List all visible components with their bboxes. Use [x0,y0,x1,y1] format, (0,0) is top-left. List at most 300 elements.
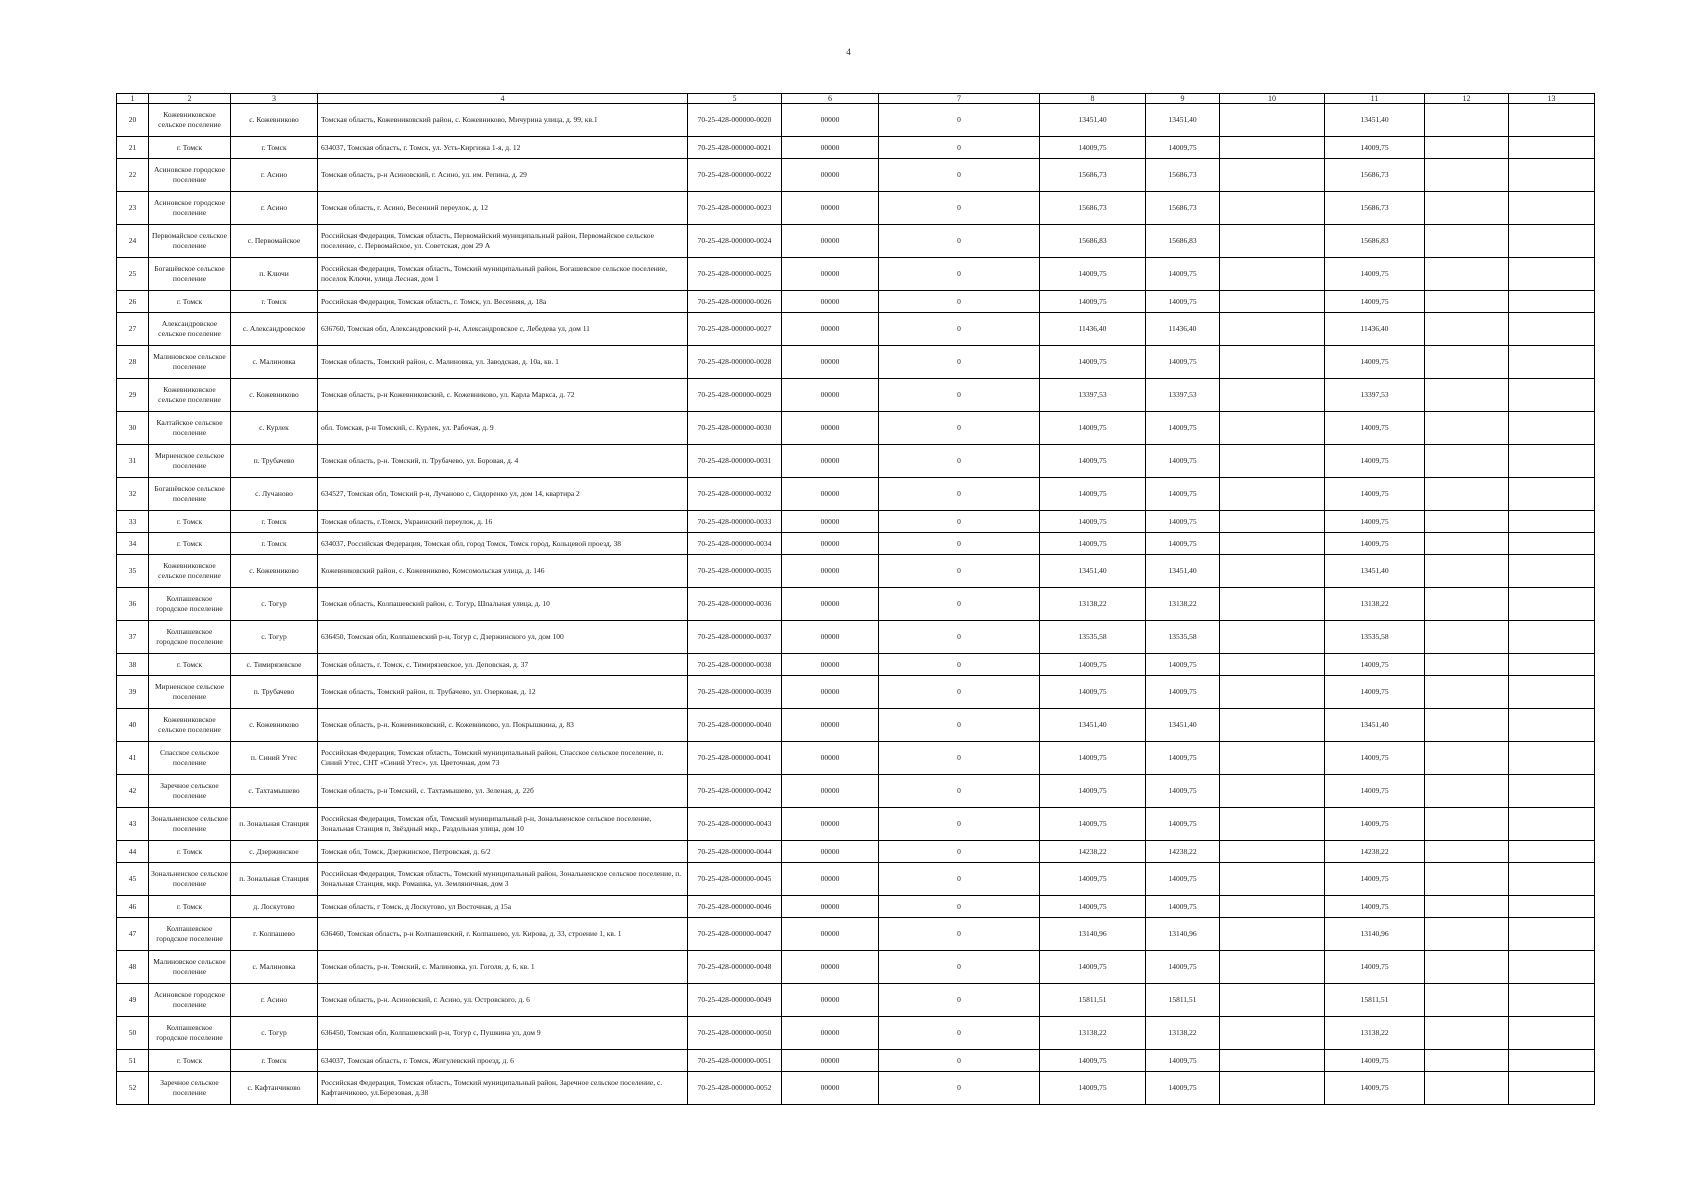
col6-cell: 00000 [782,896,879,918]
col8-cell: 13451,40 [1040,555,1146,588]
locality-cell: с. Малиновка [231,951,318,984]
locality-cell: с. Дзержинское [231,841,318,863]
row-number-cell: 44 [117,841,149,863]
locality-cell: с. Кожевниково [231,709,318,742]
col8-cell: 14009,75 [1040,775,1146,808]
address-cell: Томская область, Кожевниковский район, с. Кожевниково, Мичурина улица, д. 99, кв.1 [318,104,688,137]
col6-cell: 00000 [782,225,879,258]
col13-cell [1509,104,1595,137]
col12-cell [1425,808,1509,841]
col13-cell [1509,445,1595,478]
col11-cell: 14009,75 [1325,742,1425,775]
row-number-cell: 50 [117,1017,149,1050]
col6-cell: 00000 [782,654,879,676]
col6-cell: 00000 [782,258,879,291]
settlement-cell: г. Томск [149,1050,231,1072]
col11-cell: 14009,75 [1325,511,1425,533]
col10-cell [1220,137,1325,159]
row-number-cell: 34 [117,533,149,555]
code-cell: 70-25-428-000000-0029 [688,379,782,412]
table-row [117,555,1595,588]
settlement-cell: Заречное сельское поселение [149,775,231,808]
col9-cell: 14009,75 [1146,742,1220,775]
col10-cell [1220,654,1325,676]
col11-cell: 14238,22 [1325,841,1425,863]
col7-cell: 0 [879,104,1040,137]
address-cell: 636760, Томская обл, Александровский р-н, Александровское с, Лебедева ул, дом 11 [318,313,688,346]
settlement-cell: Зональненское сельское поселение [149,808,231,841]
col12-cell [1425,445,1509,478]
address-cell: обл. Томская, р-н Томский, с. Курлек, ул. Рабочая, д. 9 [318,412,688,445]
col10-cell [1220,709,1325,742]
col13-cell [1509,984,1595,1017]
locality-cell: с. Лучаново [231,478,318,511]
table-row [117,511,1595,533]
col10-cell [1220,225,1325,258]
table-row [117,313,1595,346]
address-cell: Томская область, р-н. Кожевниковский, с. Кожевниково, ул. Покрышкина, д. 83 [318,709,688,742]
col8-cell: 14009,75 [1040,863,1146,896]
settlement-cell: Калтайское сельское поселение [149,412,231,445]
col6-cell: 00000 [782,533,879,555]
col6-cell: 00000 [782,104,879,137]
table-row [117,742,1595,775]
col12-cell [1425,533,1509,555]
col13-cell [1509,951,1595,984]
table-row [117,104,1595,137]
settlement-cell: Колпашевское городское поселение [149,621,231,654]
col9-cell: 11436,40 [1146,313,1220,346]
col9-cell: 15686,73 [1146,159,1220,192]
col6-cell: 00000 [782,346,879,379]
col11-cell: 13140,96 [1325,918,1425,951]
col8-cell: 14238,22 [1040,841,1146,863]
col11-cell: 14009,75 [1325,533,1425,555]
settlement-cell: г. Томск [149,841,231,863]
code-cell: 70-25-428-000000-0037 [688,621,782,654]
table-row [117,445,1595,478]
col6-cell: 00000 [782,137,879,159]
col6-cell: 00000 [782,742,879,775]
col8-cell: 13140,96 [1040,918,1146,951]
table-row [117,346,1595,379]
address-cell: 636450, Томская обл, Колпашевский р-н, Тогур с, Дзержинского ул, дом 100 [318,621,688,654]
col12-cell [1425,621,1509,654]
row-number-cell: 52 [117,1072,149,1105]
col6-cell: 00000 [782,808,879,841]
code-cell: 70-25-428-000000-0021 [688,137,782,159]
col11-cell: 13451,40 [1325,709,1425,742]
col13-cell [1509,346,1595,379]
settlement-cell: Малиновское сельское поселение [149,346,231,379]
col9-cell: 14009,75 [1146,676,1220,709]
locality-cell: п. Синий Утес [231,742,318,775]
col7-cell: 0 [879,1072,1040,1105]
col6-cell: 00000 [782,511,879,533]
col10-cell [1220,412,1325,445]
row-number-cell: 24 [117,225,149,258]
col9-cell: 15811,51 [1146,984,1220,1017]
settlement-cell: Заречное сельское поселение [149,1072,231,1105]
col11-cell: 11436,40 [1325,313,1425,346]
col9-cell: 14009,75 [1146,478,1220,511]
col12-cell [1425,1017,1509,1050]
col13-cell [1509,621,1595,654]
row-number-cell: 38 [117,654,149,676]
row-number-cell: 43 [117,808,149,841]
table-row [117,1072,1595,1105]
table-row [117,841,1595,863]
locality-cell: с. Курлек [231,412,318,445]
col9-cell: 13138,22 [1146,588,1220,621]
col8-cell: 11436,40 [1040,313,1146,346]
row-number-cell: 39 [117,676,149,709]
col11-cell: 13138,22 [1325,588,1425,621]
column-header: 5 [688,94,782,104]
col6-cell: 00000 [782,676,879,709]
row-number-cell: 29 [117,379,149,412]
code-cell: 70-25-428-000000-0032 [688,478,782,511]
col7-cell: 0 [879,621,1040,654]
col10-cell [1220,258,1325,291]
col13-cell [1509,192,1595,225]
col9-cell: 14238,22 [1146,841,1220,863]
settlement-cell: Колпашевское городское поселение [149,1017,231,1050]
col7-cell: 0 [879,225,1040,258]
col10-cell [1220,588,1325,621]
col10-cell [1220,621,1325,654]
col7-cell: 0 [879,555,1040,588]
col8-cell: 13138,22 [1040,1017,1146,1050]
col8-cell: 15686,73 [1040,159,1146,192]
col11-cell: 15686,73 [1325,192,1425,225]
col9-cell: 15686,83 [1146,225,1220,258]
col12-cell [1425,1072,1509,1105]
col10-cell [1220,192,1325,225]
col6-cell: 00000 [782,313,879,346]
registry-table [116,93,1595,1105]
locality-cell: г. Томск [231,137,318,159]
code-cell: 70-25-428-000000-0020 [688,104,782,137]
table-row [117,1050,1595,1072]
col10-cell [1220,104,1325,137]
row-number-cell: 26 [117,291,149,313]
row-number-cell: 47 [117,918,149,951]
col12-cell [1425,379,1509,412]
col8-cell: 13535,58 [1040,621,1146,654]
col7-cell: 0 [879,258,1040,291]
col8-cell: 14009,75 [1040,478,1146,511]
column-header: 12 [1425,94,1509,104]
col8-cell: 14009,75 [1040,676,1146,709]
col10-cell [1220,159,1325,192]
table-row [117,412,1595,445]
locality-cell: с. Тогур [231,588,318,621]
col11-cell: 14009,75 [1325,808,1425,841]
col8-cell: 13451,40 [1040,709,1146,742]
col6-cell: 00000 [782,445,879,478]
settlement-cell: Спасское сельское поселение [149,742,231,775]
settlement-cell: Первомайское сельское поселение [149,225,231,258]
col13-cell [1509,379,1595,412]
locality-cell: г. Асино [231,159,318,192]
locality-cell: г. Колпашево [231,918,318,951]
col11-cell: 14009,75 [1325,863,1425,896]
col6-cell: 00000 [782,478,879,511]
col8-cell: 14009,75 [1040,742,1146,775]
table-row [117,863,1595,896]
col13-cell [1509,709,1595,742]
col7-cell: 0 [879,951,1040,984]
table-row [117,709,1595,742]
col13-cell [1509,511,1595,533]
code-cell: 70-25-428-000000-0040 [688,709,782,742]
col10-cell [1220,291,1325,313]
col12-cell [1425,192,1509,225]
col6-cell: 00000 [782,412,879,445]
code-cell: 70-25-428-000000-0024 [688,225,782,258]
column-header: 3 [231,94,318,104]
locality-cell: п. Трубачево [231,445,318,478]
col11-cell: 14009,75 [1325,412,1425,445]
address-cell: Томская область, р-н Томский, с. Тахтамышево, ул. Зеленая, д. 22б [318,775,688,808]
col8-cell: 15811,51 [1040,984,1146,1017]
col12-cell [1425,654,1509,676]
col11-cell: 13138,22 [1325,1017,1425,1050]
address-cell: Российская Федерация, Томская область, г. Томск, ул. Весенняя, д. 18а [318,291,688,313]
col12-cell [1425,478,1509,511]
address-cell: 636460, Томская область, р-н Колпашевский, г. Колпашево, ул. Кирова, д. 33, строение 1, кв. 1 [318,918,688,951]
table-row [117,918,1595,951]
col9-cell: 14009,75 [1146,863,1220,896]
address-cell: Томская область, г. Томск, с. Тимирязевское, ул. Деповская, д. 37 [318,654,688,676]
col6-cell: 00000 [782,951,879,984]
address-cell: Кожевниковский район, с. Кожевниково, Комсомольская улица, д. 146 [318,555,688,588]
col6-cell: 00000 [782,555,879,588]
address-cell: Томская область, р-н. Томский, п. Трубачево, ул. Боровая, д. 4 [318,445,688,478]
col11-cell: 14009,75 [1325,1072,1425,1105]
col11-cell: 14009,75 [1325,258,1425,291]
table-row [117,533,1595,555]
code-cell: 70-25-428-000000-0049 [688,984,782,1017]
col10-cell [1220,984,1325,1017]
col7-cell: 0 [879,291,1040,313]
col8-cell: 15686,83 [1040,225,1146,258]
settlement-cell: Колпашевское городское поселение [149,918,231,951]
col11-cell: 14009,75 [1325,951,1425,984]
col13-cell [1509,863,1595,896]
col6-cell: 00000 [782,1017,879,1050]
col12-cell [1425,841,1509,863]
col7-cell: 0 [879,808,1040,841]
address-cell: Томская область, р-н. Асиновский, г. Асино, ул. Островского, д. 6 [318,984,688,1017]
col9-cell: 14009,75 [1146,1050,1220,1072]
table-row [117,159,1595,192]
locality-cell: с. Тимирязевское [231,654,318,676]
col11-cell: 13451,40 [1325,555,1425,588]
col9-cell: 14009,75 [1146,775,1220,808]
row-number-cell: 32 [117,478,149,511]
col10-cell [1220,841,1325,863]
code-cell: 70-25-428-000000-0031 [688,445,782,478]
col9-cell: 13451,40 [1146,104,1220,137]
row-number-cell: 23 [117,192,149,225]
col9-cell: 14009,75 [1146,511,1220,533]
table-row [117,621,1595,654]
col7-cell: 0 [879,742,1040,775]
col8-cell: 13397,53 [1040,379,1146,412]
table-row [117,951,1595,984]
col7-cell: 0 [879,1017,1040,1050]
col7-cell: 0 [879,412,1040,445]
column-header: 8 [1040,94,1146,104]
col7-cell: 0 [879,863,1040,896]
col12-cell [1425,291,1509,313]
table-row [117,1017,1595,1050]
settlement-cell: Кожевниковское сельское поселение [149,555,231,588]
col10-cell [1220,1050,1325,1072]
locality-cell: с. Кафтанчиково [231,1072,318,1105]
col12-cell [1425,676,1509,709]
col6-cell: 00000 [782,159,879,192]
col8-cell: 14009,75 [1040,511,1146,533]
row-number-cell: 28 [117,346,149,379]
col10-cell [1220,346,1325,379]
col8-cell: 13138,22 [1040,588,1146,621]
col12-cell [1425,775,1509,808]
locality-cell: п. Трубачево [231,676,318,709]
col8-cell: 14009,75 [1040,654,1146,676]
col6-cell: 00000 [782,775,879,808]
col11-cell: 15811,51 [1325,984,1425,1017]
locality-cell: г. Томск [231,1050,318,1072]
table-row [117,258,1595,291]
settlement-cell: Асиновское городское поселение [149,192,231,225]
col13-cell [1509,1072,1595,1105]
address-cell: Томская область, р-н Кожевниковский, с. Кожевниково, ул. Карла Маркса, д. 72 [318,379,688,412]
code-cell: 70-25-428-000000-0039 [688,676,782,709]
col12-cell [1425,984,1509,1017]
locality-cell: с. Тахтамышево [231,775,318,808]
col6-cell: 00000 [782,918,879,951]
col11-cell: 14009,75 [1325,291,1425,313]
col9-cell: 14009,75 [1146,346,1220,379]
col13-cell [1509,478,1595,511]
col7-cell: 0 [879,841,1040,863]
col10-cell [1220,478,1325,511]
col9-cell: 14009,75 [1146,1072,1220,1105]
code-cell: 70-25-428-000000-0052 [688,1072,782,1105]
col7-cell: 0 [879,1050,1040,1072]
col7-cell: 0 [879,511,1040,533]
col6-cell: 00000 [782,291,879,313]
locality-cell: с. Первомайское [231,225,318,258]
address-cell: Томская область, Колпашевский район, с. Тогур, Шпальная улица, д. 10 [318,588,688,621]
address-cell: Томская область, р-н Асиновский, г. Асино, ул. им. Репина, д. 29 [318,159,688,192]
col7-cell: 0 [879,918,1040,951]
col10-cell [1220,863,1325,896]
col13-cell [1509,137,1595,159]
col10-cell [1220,379,1325,412]
locality-cell: г. Томск [231,533,318,555]
settlement-cell: Асиновское городское поселение [149,984,231,1017]
settlement-cell: Колпашевское городское поселение [149,588,231,621]
col9-cell: 14009,75 [1146,137,1220,159]
col10-cell [1220,445,1325,478]
col6-cell: 00000 [782,588,879,621]
col6-cell: 00000 [782,379,879,412]
col10-cell [1220,1017,1325,1050]
column-header: 11 [1325,94,1425,104]
address-cell: Томская область, г. Асино, Весенний переулок, д. 12 [318,192,688,225]
col8-cell: 14009,75 [1040,346,1146,379]
col8-cell: 14009,75 [1040,291,1146,313]
col8-cell: 14009,75 [1040,445,1146,478]
settlement-cell: Кожевниковское сельское поселение [149,709,231,742]
col10-cell [1220,775,1325,808]
address-cell: Томская область, Томский район, п. Трубачево, ул. Озерковая, д. 12 [318,676,688,709]
column-header: 13 [1509,94,1595,104]
address-cell: Российская Федерация, Томская область, Томский муниципальный район, Спасское сельское поселение, п. Синий Утес, СНТ «Синий Утес», ул. Цветочная, дом 73 [318,742,688,775]
col13-cell [1509,808,1595,841]
col13-cell [1509,654,1595,676]
col12-cell [1425,225,1509,258]
row-number-cell: 22 [117,159,149,192]
code-cell: 70-25-428-000000-0045 [688,863,782,896]
col10-cell [1220,313,1325,346]
code-cell: 70-25-428-000000-0030 [688,412,782,445]
col11-cell: 14009,75 [1325,775,1425,808]
address-cell: 634037, Томская область, г. Томск, ул. Усть-Киргизка 1-я, д. 12 [318,137,688,159]
col8-cell: 14009,75 [1040,533,1146,555]
col7-cell: 0 [879,445,1040,478]
table-row [117,775,1595,808]
col12-cell [1425,863,1509,896]
table-row [117,192,1595,225]
row-number-cell: 42 [117,775,149,808]
table-row [117,291,1595,313]
row-number-cell: 40 [117,709,149,742]
address-cell: Томская область, г Томск, д Лоскутово, ул Восточная, д 15а [318,896,688,918]
row-number-cell: 33 [117,511,149,533]
settlement-cell: г. Томск [149,511,231,533]
col9-cell: 14009,75 [1146,654,1220,676]
code-cell: 70-25-428-000000-0051 [688,1050,782,1072]
code-cell: 70-25-428-000000-0027 [688,313,782,346]
col13-cell [1509,412,1595,445]
row-number-cell: 49 [117,984,149,1017]
settlement-cell: Мирненское сельское поселение [149,676,231,709]
address-cell: Российская Федерация, Томская область, Томский муниципальный район, Богашевское сельское поселение, поселок Ключи, улица Лесная, дом 1 [318,258,688,291]
locality-cell: с. Тогур [231,621,318,654]
col7-cell: 0 [879,709,1040,742]
locality-cell: п. Зональная Станция [231,863,318,896]
table-body [117,94,1595,1105]
col12-cell [1425,1050,1509,1072]
col9-cell: 14009,75 [1146,533,1220,555]
code-cell: 70-25-428-000000-0043 [688,808,782,841]
col8-cell: 14009,75 [1040,137,1146,159]
table-row [117,588,1595,621]
col9-cell: 14009,75 [1146,808,1220,841]
col7-cell: 0 [879,984,1040,1017]
row-number-cell: 35 [117,555,149,588]
col9-cell: 14009,75 [1146,412,1220,445]
code-cell: 70-25-428-000000-0023 [688,192,782,225]
col8-cell: 14009,75 [1040,1072,1146,1105]
col7-cell: 0 [879,896,1040,918]
col12-cell [1425,137,1509,159]
